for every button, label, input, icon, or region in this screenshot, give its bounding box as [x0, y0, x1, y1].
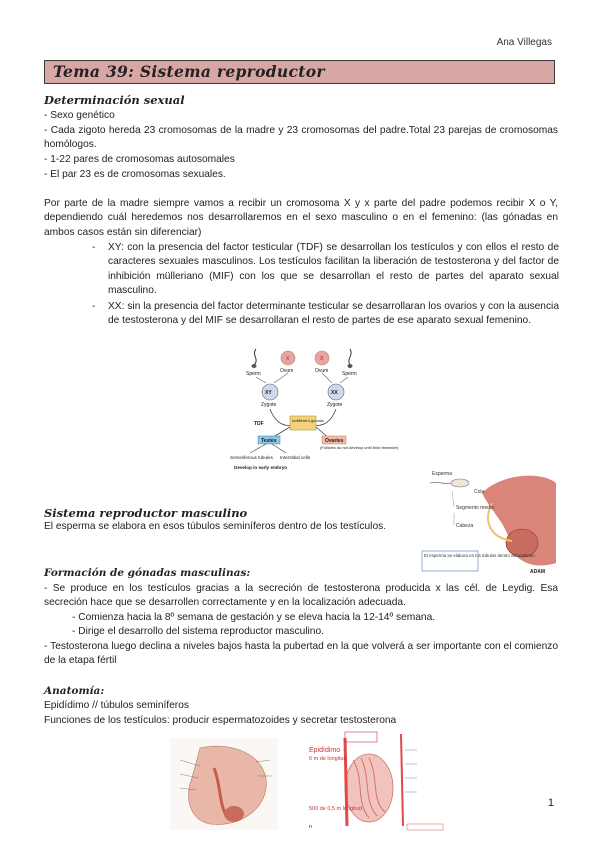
label-seminiferous: Seminiferous tubules [230, 455, 273, 460]
bullet-xx: XX: sin la presencia del factor determinante testicular se desarrollaran los ovarios y con la ausencia de testosterona y del MIF se desarrollaran el resto de partes de ese aparato sexual femenino. [108, 301, 559, 327]
label-n: n [309, 824, 313, 830]
det-item-3: - 1-22 pares de cromosomas autosomales [44, 154, 235, 165]
label-sperm-right: Sperm [342, 371, 357, 377]
det-item-1: - Sexo genético [44, 110, 115, 121]
label-caption: El esperma se elabora en los túbulos dentro del testículo [424, 553, 535, 558]
label-follicles: (Follicles do not develop until third trimester) [320, 445, 399, 450]
title-banner [44, 60, 555, 84]
page-title: Tema 39: Sistema reproductor [53, 62, 325, 81]
formacion-line-1: - Se produce en los testículos gracias a la secreción de testosterona producida x las cél. de Leydig. Esa secreción hace que se desarrollen correctamente y en la localización adecuada. [44, 583, 558, 609]
sex-determination-diagram [226, 345, 399, 473]
label-tubulos-len: 500 de 0,5 m longitud [309, 806, 362, 812]
label-zygote-right: Zygote [327, 402, 343, 408]
sperm-anatomy-figure [422, 463, 556, 575]
label-esperma: Esperma [432, 471, 453, 477]
testis-section-figure [305, 730, 445, 832]
section-heading-masculino: Sistema reproductor masculino [44, 506, 248, 520]
masculino-text: El esperma se elabora en esos túbulos seminíferos dentro de los testículos. [44, 521, 387, 532]
label-develop: Develop in early embryo [234, 465, 288, 470]
formacion-line-2: - Testosterona luego declina a niveles bajos hasta la pubertad en la que volverá a ser importante con el comienzo de la etapa fértil [44, 641, 558, 667]
author-name: Ana Villegas [496, 37, 552, 48]
testis-shape [224, 806, 244, 822]
chr-xx: XX [331, 390, 338, 396]
label-tdf: TDF [254, 421, 264, 427]
label-indifferent: Indifferent gonads [292, 418, 324, 423]
bullet-marker: - [92, 301, 96, 312]
section-heading-determinacion: Determinación sexual [44, 93, 185, 107]
label-epididimo-len: 6 m de longitud [309, 756, 347, 762]
chr-xy: XY [265, 390, 272, 396]
label-cabeza: Cabeza [456, 523, 474, 529]
label-ovum-left: Ovum [280, 368, 294, 374]
sperm-head-icon [252, 364, 257, 368]
formacion-sub-2: - Dirige el desarrollo del sistema reproductor masculino. [72, 626, 324, 637]
label-sperm-left: Sperm [246, 371, 261, 377]
det-item-4: - El par 23 es de cromosomas sexuales. [44, 169, 226, 180]
det-paragraph: Por parte de la madre siempre vamos a recibir un cromosoma X y x parte del padre podemos recibir X o Y, dependiendo cuál heredemos nos desarrollaremos en el sexo masculino o en el femenino: (las gónadas en ambos casos están sin diferenciar) [44, 198, 558, 238]
sperm-icon [254, 349, 256, 365]
label-epididimo: Epidídimo [309, 747, 341, 754]
adam-logo: ADAM [530, 569, 545, 575]
sperm-icon [349, 349, 351, 365]
bullet-xy: XY: con la presencia del factor testicular (TDF) se desarrollan los testículos y con ellos el resto de caracteres sexuales masculinos. Los testículos facilitan la liberación de testosterona y del factor de inhibición mülleriano (MIF) con los que se desarrollan el resto de partes del aparato sexual masculino. [108, 242, 559, 297]
anatomia-line-2: Funciones de los testículos: producir espermatozoides y secretar testosterona [44, 715, 397, 726]
page-number: 1 [547, 797, 554, 809]
label-segmento: Segmento medio [456, 505, 494, 511]
det-item-2: - Cada zigoto hereda 23 cromosomas de la madre y 23 cromosomas del padre.Total 23 parejas de cromosomas homólogos. [44, 125, 558, 151]
chr-x-left: X [286, 356, 290, 362]
label-zygote-left: Zygote [261, 402, 277, 408]
chr-x-right: X [320, 356, 324, 362]
label-testes: Testes [261, 438, 277, 444]
formacion-sub-1: - Comienza hacia la 8º semana de gestación y se eleva hacia la 12-14º semana. [72, 612, 436, 623]
sperm-head-icon [451, 479, 469, 487]
label-ovaries: Ovaries [325, 438, 344, 444]
label-ovum-right: Ovum [315, 368, 329, 374]
label-cola: Cola [474, 489, 485, 495]
anatomia-line-1: Epidídimo // túbulos seminíferos [44, 700, 189, 711]
section-heading-anatomia: Anatomía: [44, 685, 105, 697]
section-heading-formacion: Formación de gónadas masculinas: [44, 567, 251, 579]
bullet-marker: - [92, 242, 96, 253]
male-anatomy-figure [170, 738, 278, 830]
sperm-head-icon [348, 364, 353, 368]
label-interstitial: Interstitial cells [280, 455, 311, 460]
